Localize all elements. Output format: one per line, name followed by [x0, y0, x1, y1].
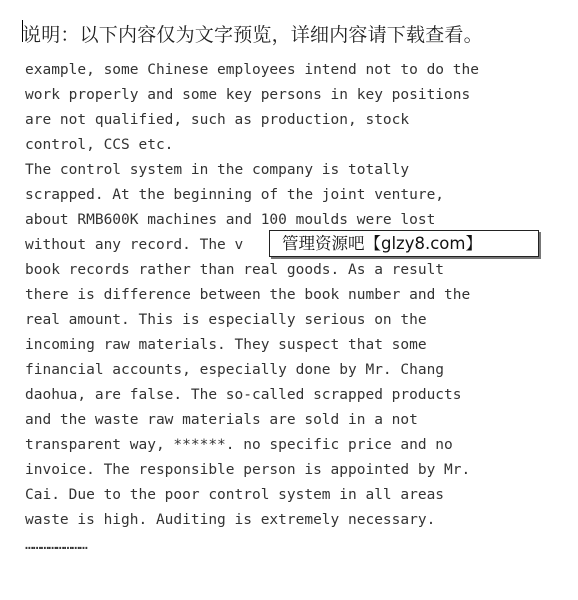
body-line: work properly and some key persons in key positions	[25, 87, 471, 103]
body-line: incoming raw materials. They suspect that some	[25, 337, 427, 353]
body-line: control, CCS etc.	[25, 137, 174, 153]
body-line: daohua, are false. The so-called scrapped products	[25, 387, 462, 403]
body-line: financial accounts, especially done by Mr. Chang	[25, 362, 445, 378]
document-body	[25, 58, 479, 558]
preview-notice: 说明：以下内容仅为文字预览，详细内容请下载查看。	[22, 24, 483, 46]
body-line: Cai. Due to the poor control system in all areas	[25, 487, 445, 503]
body-line: waste is high. Auditing is extremely necessary.	[25, 512, 436, 528]
body-line: about RMB600K machines and 100 moulds were lost	[25, 212, 436, 228]
body-line: example, some Chinese employees intend not to do the	[25, 62, 479, 78]
body-line: transparent way, ******. no specific price and no	[25, 437, 453, 453]
body-line: book records rather than real goods. As a result	[25, 262, 445, 278]
body-line: invoice. The responsible person is appointed by Mr.	[25, 462, 471, 478]
watermark-label: 管理资源吧【glzy8.com】	[269, 230, 539, 257]
body-line: there is difference between the book number and the	[25, 287, 471, 303]
body-line: without any record. The v	[25, 237, 244, 253]
body-line: and the waste raw materials are sold in a not	[25, 412, 418, 428]
body-line: scrapped. At the beginning of the joint venture,	[25, 187, 445, 203]
ellipsis-line: ……………………	[25, 537, 87, 553]
body-line: real amount. This is especially serious on the	[25, 312, 427, 328]
body-line: The control system in the company is totally	[25, 162, 410, 178]
body-line: are not qualified, such as production, stock	[25, 112, 410, 128]
